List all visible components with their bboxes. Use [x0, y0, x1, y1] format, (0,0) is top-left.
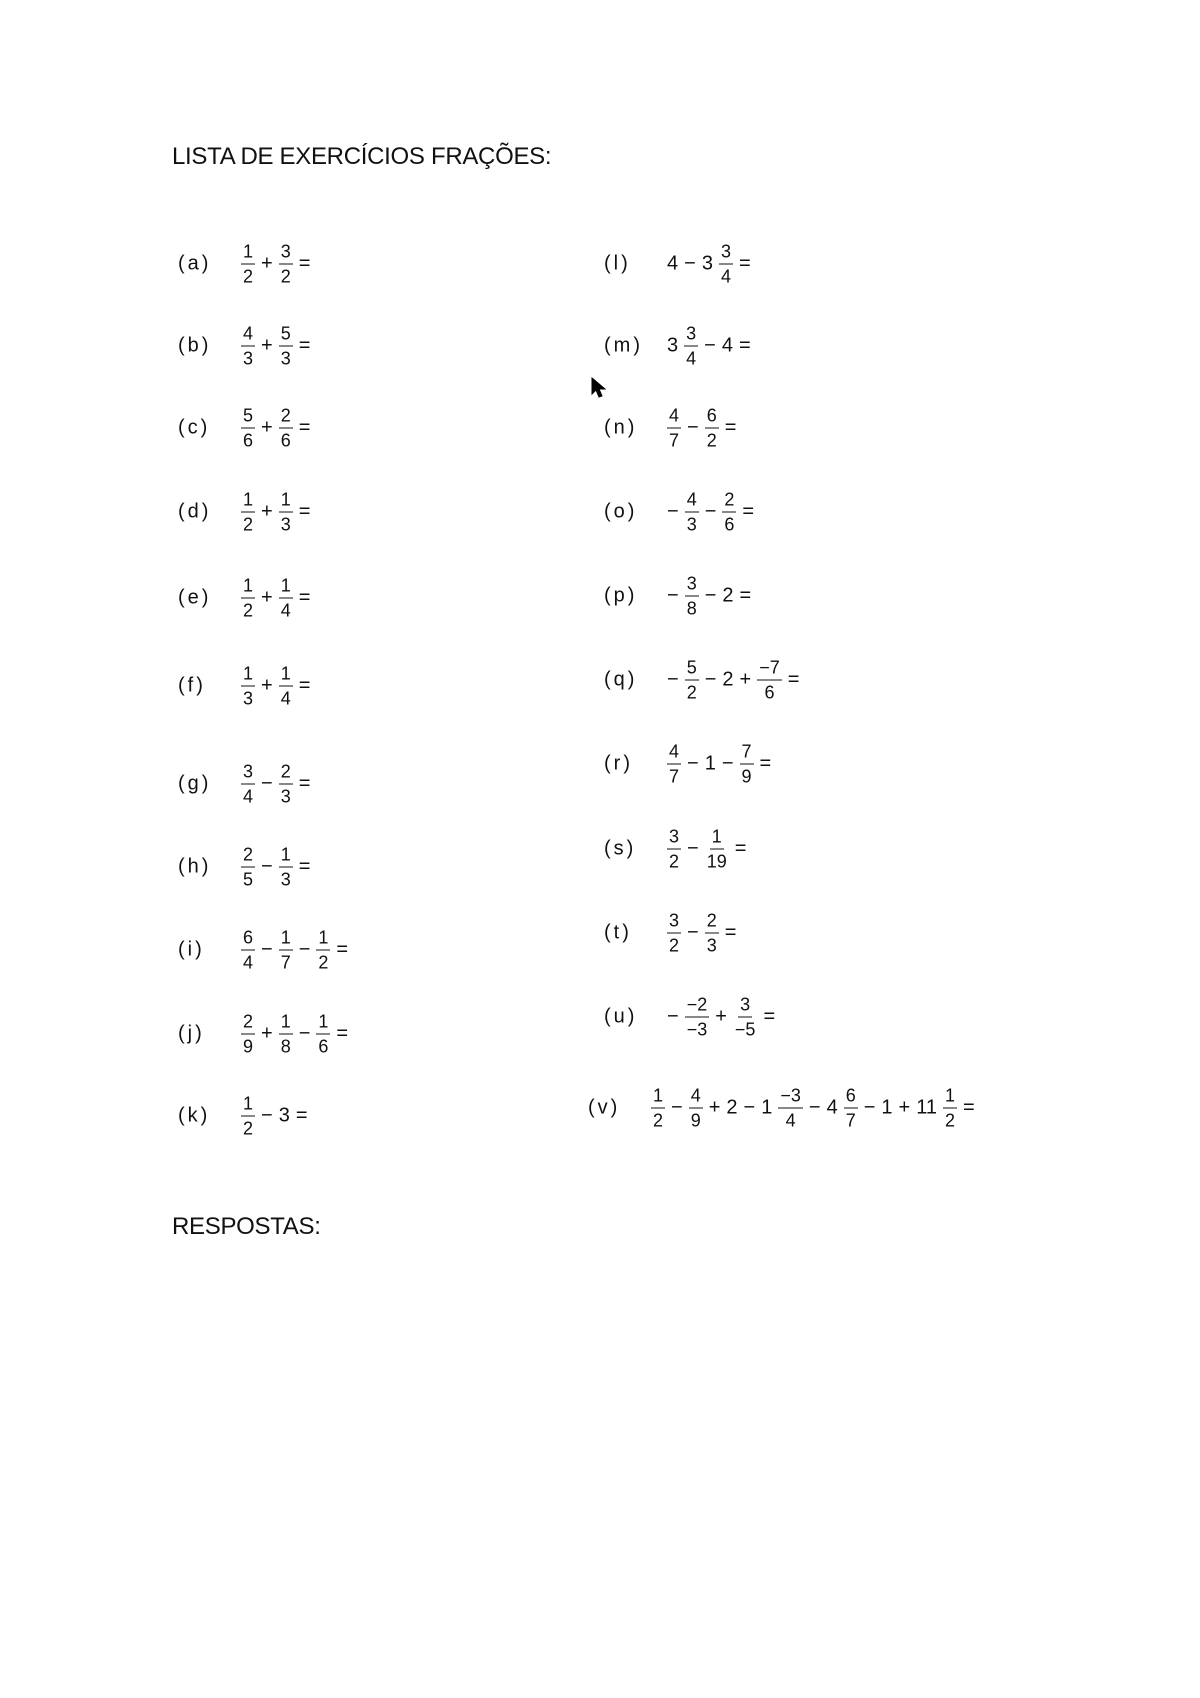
denominator: 3 [280, 348, 291, 369]
denominator: 3 [243, 348, 254, 369]
denominator: 8 [686, 598, 697, 619]
fraction [757, 659, 782, 702]
numerator: 1 [241, 577, 255, 599]
term: + [261, 586, 273, 609]
fraction [685, 575, 699, 618]
numerator: 4 [241, 325, 255, 347]
term: = [759, 752, 772, 775]
denominator: 9 [690, 1110, 701, 1131]
term: = [724, 416, 737, 439]
exercise-item [178, 846, 313, 889]
expression [238, 407, 313, 450]
fraction [279, 491, 293, 534]
fraction [279, 665, 293, 708]
term: + [708, 1096, 721, 1119]
numerator: 1 [241, 665, 255, 687]
numerator: 1 [279, 846, 293, 868]
expression [238, 1013, 351, 1056]
numerator: 2 [279, 407, 293, 429]
term: + [261, 1022, 273, 1045]
term: + [261, 252, 273, 275]
term: 4 [667, 252, 679, 275]
fraction [279, 846, 293, 889]
numerator: 4 [667, 407, 681, 429]
term: − [261, 772, 273, 795]
denominator: 2 [653, 1110, 664, 1131]
exercise-item [604, 575, 754, 618]
denominator: 2 [706, 430, 717, 451]
denominator: 4 [280, 688, 291, 709]
numerator: 1 [316, 929, 330, 951]
fraction [684, 325, 698, 368]
numerator: 1 [279, 665, 293, 687]
exercise-item [604, 243, 754, 286]
expression [664, 243, 754, 286]
term: 4 [826, 1096, 838, 1119]
exercise-label: (e) [178, 586, 212, 609]
term: = [738, 334, 751, 357]
fraction [719, 243, 733, 286]
fraction [667, 828, 681, 871]
denominator: 3 [243, 688, 254, 709]
expression [238, 243, 313, 286]
denominator: 2 [243, 600, 254, 621]
numerator: 6 [844, 1087, 858, 1109]
numerator: 1 [651, 1087, 665, 1109]
term: + [261, 500, 273, 523]
expression [664, 996, 778, 1039]
denominator: 2 [686, 682, 697, 703]
term: = [763, 1005, 776, 1028]
denominator: 7 [669, 430, 680, 451]
term: − [808, 1096, 821, 1119]
exercise-item [178, 407, 313, 450]
term: − [704, 334, 716, 357]
numerator: 1 [241, 491, 255, 513]
term: − [667, 584, 679, 607]
numerator: 1 [279, 577, 293, 599]
denominator: −5 [734, 1019, 756, 1040]
term: 11 [916, 1096, 937, 1119]
term: − [261, 1104, 273, 1127]
denominator: −3 [686, 1019, 708, 1040]
denominator: 8 [280, 1036, 291, 1057]
denominator: 2 [669, 935, 680, 956]
term: = [739, 584, 752, 607]
term: + [715, 1005, 727, 1028]
numerator: 5 [685, 659, 699, 681]
fraction [241, 763, 255, 806]
exercise-label: (l) [604, 252, 631, 275]
term: = [336, 1022, 349, 1045]
numerator: 7 [740, 743, 754, 765]
numerator: 2 [722, 491, 736, 513]
exercise-label: (k) [178, 1104, 211, 1127]
exercise-label: (h) [178, 855, 212, 878]
term: = [298, 500, 311, 523]
exercise-item [604, 325, 754, 368]
denominator: 4 [720, 266, 731, 287]
fraction [722, 491, 736, 534]
fraction [241, 243, 255, 286]
term: − [721, 752, 734, 775]
term: − [687, 416, 699, 439]
denominator: 2 [243, 266, 254, 287]
term: − [261, 938, 273, 961]
term: + [261, 416, 273, 439]
denominator: 6 [764, 682, 775, 703]
expression [238, 763, 313, 806]
denominator: 5 [243, 869, 254, 890]
term: = [724, 921, 737, 944]
term: = [298, 855, 311, 878]
term: = [298, 252, 311, 275]
numerator: 2 [241, 846, 255, 868]
exercise-label: (a) [178, 252, 212, 275]
expression [238, 577, 313, 620]
fraction [705, 912, 719, 955]
numerator: 2 [705, 912, 719, 934]
exercise-item [178, 1095, 311, 1138]
mouse-pointer-icon [591, 377, 607, 399]
numerator: 3 [667, 912, 681, 934]
exercise-label: (t) [604, 921, 632, 944]
exercise-item [178, 325, 313, 368]
fraction [241, 1095, 255, 1138]
term: − [687, 837, 699, 860]
term: = [298, 674, 311, 697]
numerator: 4 [685, 491, 699, 513]
term: 2 [726, 1096, 738, 1119]
numerator: 2 [279, 763, 293, 785]
expression [238, 325, 313, 368]
fraction [844, 1087, 858, 1130]
term: = [298, 586, 311, 609]
expression [664, 659, 802, 702]
fraction [279, 407, 293, 450]
denominator: 3 [280, 514, 291, 535]
exercise-label: (c) [178, 416, 211, 439]
expression [664, 743, 774, 786]
numerator: 5 [279, 325, 293, 347]
exercise-label: (p) [604, 584, 638, 607]
expression [664, 407, 739, 450]
denominator: 2 [243, 1118, 254, 1139]
exercise-label: (q) [604, 668, 638, 691]
exercise-label: (u) [604, 1005, 638, 1028]
term: − [667, 500, 679, 523]
term: 1 [761, 1096, 773, 1119]
denominator: 2 [944, 1110, 955, 1131]
fraction [279, 325, 293, 368]
fraction [685, 659, 699, 702]
term: − [687, 752, 699, 775]
exercise-item [178, 491, 313, 534]
page-title: LISTA DE EXERCÍCIOS FRAÇÕES: [172, 143, 552, 170]
term: − [298, 1022, 311, 1045]
term: − [704, 668, 717, 691]
expression [238, 929, 351, 972]
expression [664, 491, 757, 534]
numerator: 5 [241, 407, 255, 429]
numerator: −3 [778, 1087, 803, 1109]
fraction [685, 491, 699, 534]
numerator: −7 [757, 659, 782, 681]
fraction [279, 1013, 293, 1056]
answers-heading: RESPOSTAS: [172, 1213, 321, 1240]
exercise-item [604, 912, 739, 955]
term: − [743, 1096, 756, 1119]
expression [648, 1087, 978, 1130]
fraction [316, 1013, 330, 1056]
numerator: 1 [241, 1095, 255, 1117]
exercise-item [178, 763, 313, 806]
numerator: 1 [316, 1013, 330, 1035]
fraction [241, 325, 255, 368]
term: 3 [701, 252, 713, 275]
exercise-item [178, 1013, 351, 1056]
numerator: 1 [279, 1013, 293, 1035]
fraction [778, 1087, 803, 1130]
term: = [336, 938, 349, 961]
expression [238, 1095, 311, 1138]
term: + [739, 668, 752, 691]
fraction [740, 743, 754, 786]
exercise-item [178, 577, 313, 620]
fraction [241, 929, 255, 972]
denominator: 19 [706, 851, 727, 872]
term: 3 [278, 1104, 290, 1127]
denominator: 2 [669, 851, 680, 872]
numerator: 3 [684, 325, 698, 347]
expression [664, 575, 754, 618]
denominator: 4 [243, 952, 254, 973]
numerator: 6 [241, 929, 255, 951]
fraction [667, 912, 681, 955]
term: − [261, 855, 273, 878]
numerator: 1 [241, 243, 255, 265]
fraction [279, 929, 293, 972]
fraction [279, 243, 293, 286]
exercise-item [604, 407, 739, 450]
expression [664, 912, 739, 955]
denominator: 6 [243, 430, 254, 451]
term: = [298, 416, 311, 439]
exercise-label: (v) [588, 1096, 621, 1119]
fraction [279, 763, 293, 806]
numerator: 3 [719, 243, 733, 265]
exercise-label: (r) [604, 752, 633, 775]
term: − [684, 252, 696, 275]
exercise-label: (f) [178, 674, 206, 697]
term: − [687, 921, 699, 944]
term: + [898, 1096, 911, 1119]
term: − [704, 500, 717, 523]
numerator: 3 [685, 575, 699, 597]
exercise-label: (s) [604, 837, 637, 860]
fraction [241, 491, 255, 534]
fraction [241, 846, 255, 889]
term: − [671, 1096, 683, 1119]
denominator: 3 [706, 935, 717, 956]
numerator: −2 [685, 996, 710, 1018]
term: + [261, 674, 273, 697]
expression [664, 828, 749, 871]
denominator: 7 [845, 1110, 856, 1131]
denominator: 6 [724, 514, 735, 535]
term: 2 [722, 584, 734, 607]
expression [238, 491, 313, 534]
fraction [241, 1013, 255, 1056]
numerator: 4 [689, 1087, 703, 1109]
term: − [704, 584, 717, 607]
denominator: 2 [243, 514, 254, 535]
term: 1 [704, 752, 716, 775]
fraction [667, 743, 681, 786]
term: = [734, 837, 747, 860]
exercise-item [604, 828, 749, 871]
fraction [241, 665, 255, 708]
fraction [943, 1087, 957, 1130]
exercise-item [178, 243, 313, 286]
fraction [316, 929, 330, 972]
term: 1 [881, 1096, 893, 1119]
exercise-item [604, 743, 774, 786]
exercise-label: (o) [604, 500, 638, 523]
denominator: 2 [280, 266, 291, 287]
term: = [295, 1104, 308, 1127]
exercise-item [178, 665, 313, 708]
exercise-label: (i) [178, 938, 205, 961]
term: 2 [722, 668, 734, 691]
term: = [298, 772, 311, 795]
denominator: 7 [280, 952, 291, 973]
numerator: 3 [667, 828, 681, 850]
term: − [863, 1096, 876, 1119]
numerator: 1 [279, 491, 293, 513]
term: = [962, 1096, 975, 1119]
exercise-label: (g) [178, 772, 212, 795]
denominator: 6 [280, 430, 291, 451]
fraction [705, 407, 719, 450]
denominator: 3 [280, 786, 291, 807]
denominator: 2 [318, 952, 329, 973]
term: + [261, 334, 273, 357]
numerator: 1 [943, 1087, 957, 1109]
denominator: 9 [741, 766, 752, 787]
expression [238, 665, 313, 708]
denominator: 3 [280, 869, 291, 890]
fraction [705, 828, 729, 871]
term: = [298, 334, 311, 357]
exercise-label: (d) [178, 500, 212, 523]
exercise-label: (n) [604, 416, 638, 439]
denominator: 6 [318, 1036, 329, 1057]
denominator: 4 [686, 348, 697, 369]
denominator: 3 [686, 514, 697, 535]
numerator: 3 [241, 763, 255, 785]
numerator: 2 [241, 1013, 255, 1035]
term: = [738, 252, 751, 275]
denominator: 4 [243, 786, 254, 807]
exercise-label: (m) [604, 334, 643, 357]
fraction [651, 1087, 665, 1130]
term: = [742, 500, 755, 523]
numerator: 6 [705, 407, 719, 429]
numerator: 3 [279, 243, 293, 265]
term: = [787, 668, 800, 691]
fraction [241, 407, 255, 450]
numerator: 1 [279, 929, 293, 951]
numerator: 3 [738, 996, 752, 1018]
exercise-label: (j) [178, 1022, 205, 1045]
term: − [667, 668, 679, 691]
fraction [689, 1087, 703, 1130]
exercise-item [588, 1087, 978, 1130]
term: 4 [721, 334, 733, 357]
exercise-item [604, 659, 802, 702]
denominator: 7 [669, 766, 680, 787]
fraction [685, 996, 710, 1039]
expression [238, 846, 313, 889]
exercise-label: (b) [178, 334, 212, 357]
fraction [279, 577, 293, 620]
fraction [733, 996, 758, 1039]
fraction [667, 407, 681, 450]
denominator: 4 [785, 1110, 796, 1131]
exercise-item [604, 996, 778, 1039]
term: 3 [667, 334, 679, 357]
denominator: 4 [280, 600, 291, 621]
term: − [667, 1005, 679, 1028]
exercise-item [178, 929, 351, 972]
numerator: 4 [667, 743, 681, 765]
denominator: 9 [243, 1036, 254, 1057]
exercise-item [604, 491, 757, 534]
term: − [298, 938, 311, 961]
numerator: 1 [710, 828, 724, 850]
expression [664, 325, 754, 368]
fraction [241, 577, 255, 620]
